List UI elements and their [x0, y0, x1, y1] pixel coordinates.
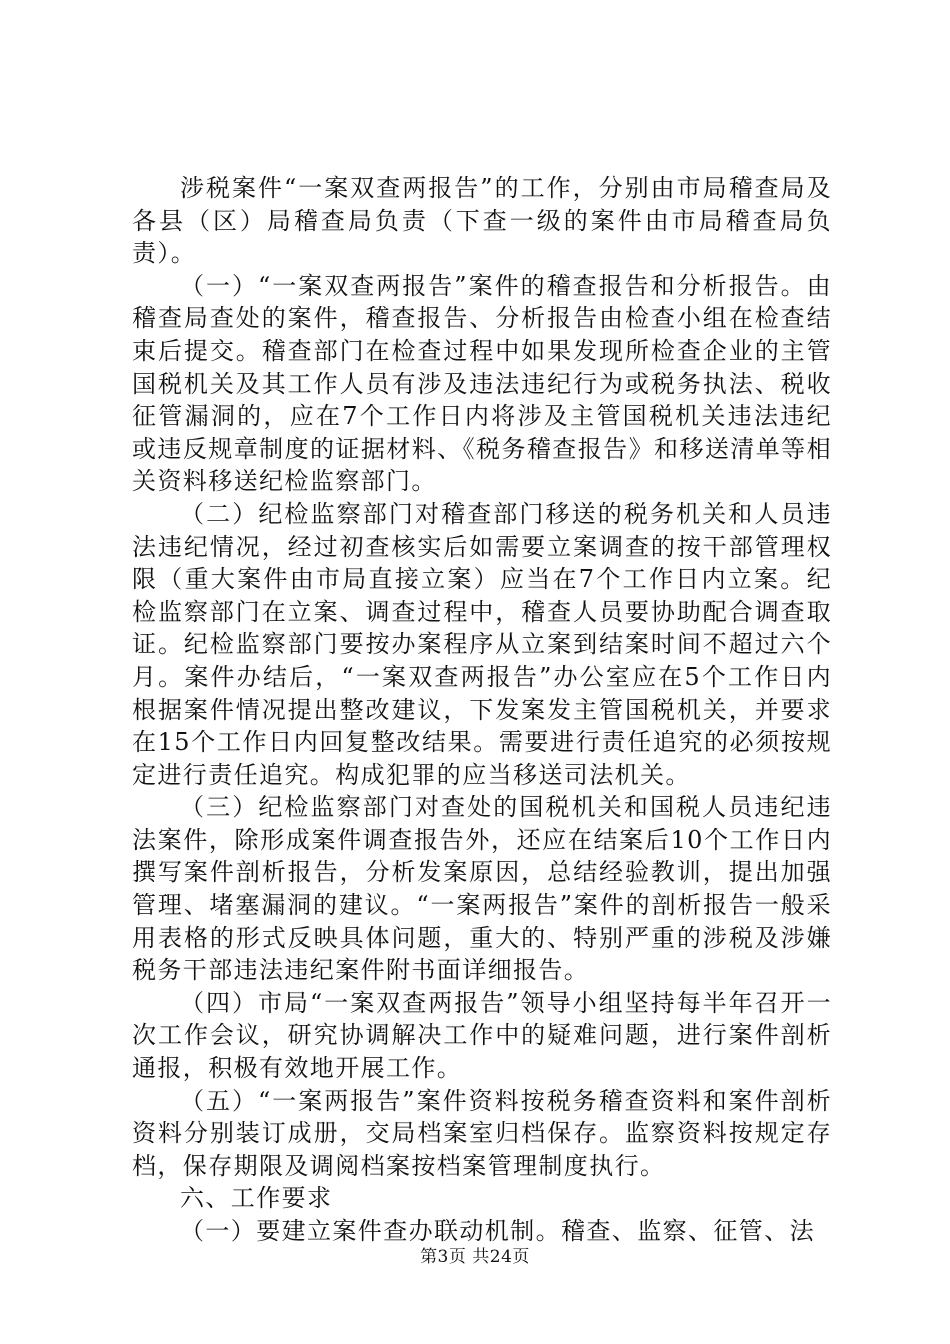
paragraph-item-4: （四）市局“一案双查两报告”领导小组坚持每半年召开一次工作会议，研究协调解决工作中的疑难问题，进行案件剖析通报，积极有效地开展工作。: [132, 988, 832, 1083]
paragraph-item-5: （五）“一案两报告”案件资料按税务稽查资料和案件剖析资料分别装订成册，交局档案室归档保存。监察资料按规定存档，保存期限及调阅档案按档案管理制度执行。: [132, 1086, 832, 1180]
paragraph-item-3: （三）纪检监察部门对查处的国税机关和国税人员违纪违法案件，除形成案件调查报告外，还应在结案后10个工作日内撰写案件剖析报告，分析发案原因，总结经验教训，提出加强管理、堵塞漏洞的建议。“一案两报告”案件的剖析报告一般采用表格的形式反映具体问题，重大的、特别严重的涉税及涉嫌税务干部违法违纪案件附书面详细报告。: [132, 793, 832, 985]
paragraph-item-1: （一）“一案双查两报告”案件的稽查报告和分析报告。由稽查局查处的案件，稽查报告、分析报告由检查小组在检查结束后提交。稽查部门在检查过程中如果发现所检查企业的主管国税机关及其工作人员有涉及违法违纪行为或税务执法、税收征管漏洞的，应在7个工作日内将涉及主管国税机关违法违纪或违反规章制度的证据材料、《税务稽查报告》和移送清单等相关资料移送纪检监察部门。: [132, 271, 832, 496]
section-heading-work-requirements: 六、工作要求: [180, 1184, 333, 1213]
document-body: [132, 172, 832, 1248]
paragraph-item-2: （二）纪检监察部门对稽查部门移送的税务机关和人员违法违纪情况，经过初查核实后如需要立案调查的按干部管理权限（重大案件由市局直接立案）应当在7个工作日内立案。纪检监察部门在立案、调查过程中，稽查人员要协助配合调查取证。纪检监察部门要按办案程序从立案到结案时间不超过六个月。案件办结后，“一案双查两报告”办公室应在5个工作日内根据案件情况提出整改建议，下发案发主管国税机关，并要求在15个工作日内回复整改结果。需要进行责任追究的必须按规定进行责任追究。构成犯罪的应当移送司法机关。: [132, 499, 832, 789]
paragraph-requirement-1: （一）要建立案件查办联动机制。稽查、监察、征管、法: [180, 1217, 815, 1245]
page-footer: 第3页 共24页: [420, 1247, 530, 1267]
paragraph-intro: 涉税案件“一案双查两报告”的工作，分别由市局稽查局及各县（区）局稽查局负责（下查一级的案件由市局稽查局负责）。: [132, 174, 832, 268]
